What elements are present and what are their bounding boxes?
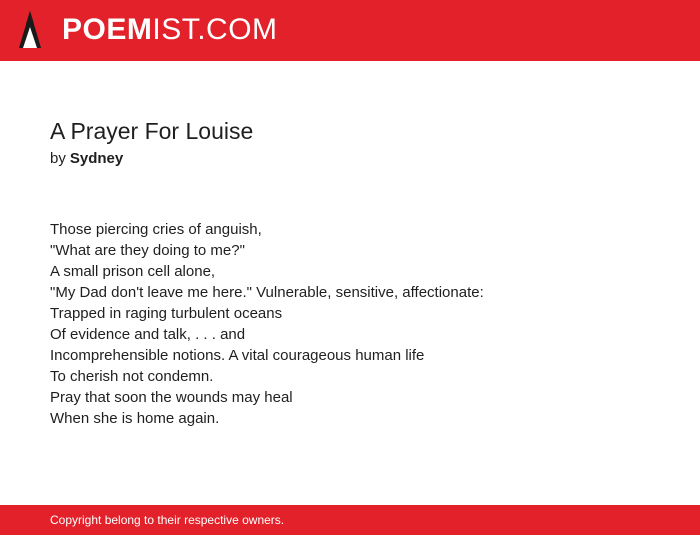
poem-byline [50, 149, 123, 169]
poem-line: When she is home again. [50, 410, 220, 427]
poem-title: A Prayer For Louise [50, 118, 254, 144]
poem-line: "What are they doing to me?" [50, 242, 245, 259]
poem-line: Those piercing cries of anguish, [50, 221, 262, 238]
poem-line: Trapped in raging turbulent oceans [50, 305, 283, 322]
logo-light-text: IST.COM [152, 13, 278, 46]
poem-line: Of evidence and talk, . . . and [50, 326, 246, 343]
poem-body [50, 219, 670, 429]
copyright-text: Copyright belong to their respective owners. [50, 513, 285, 527]
by-label: by [50, 150, 66, 167]
site-header [0, 0, 700, 61]
poem-line: A small prison cell alone, [50, 263, 216, 280]
logo-bold-text: POEM [62, 13, 153, 46]
poem-line: To cherish not condemn. [50, 368, 214, 385]
poem-line: Incomprehensible notions. A vital courageous human life [50, 347, 425, 364]
author-name: Sydney [69, 150, 124, 167]
pencil-tip-icon[interactable] [18, 10, 42, 52]
poem-line: "My Dad don't leave me here." Vulnerable, sensitive, affectionate: [50, 284, 484, 301]
site-logo[interactable] [62, 12, 278, 48]
site-footer [0, 505, 700, 535]
poem-line: Pray that soon the wounds may heal [50, 389, 293, 406]
